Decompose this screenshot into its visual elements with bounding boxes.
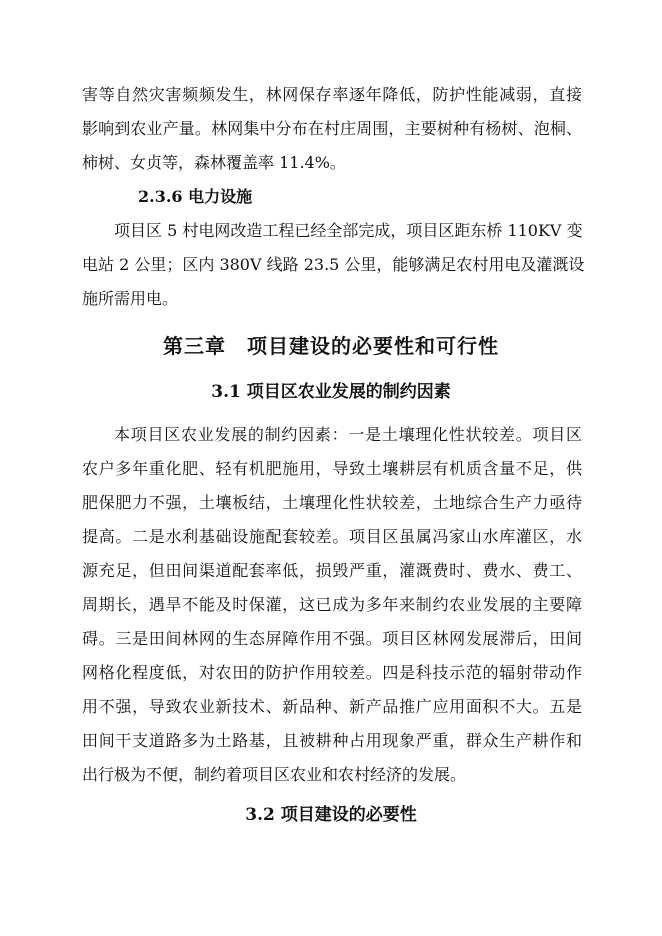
section-heading-3-2: 3.2 项目建设的必要性 bbox=[245, 805, 417, 825]
paragraph-line: 提高。二是水利基础设施配套较差。项目区虽属冯家山水库灌区，水 bbox=[82, 527, 582, 546]
paragraph-line: 周期长，遇旱不能及时保灌，这已成为多年来制约农业发展的主要障 bbox=[82, 595, 582, 614]
paragraph-line: 项目区 5 村电网改造工程已经全部完成，项目区距东桥 110KV 变 bbox=[114, 221, 583, 240]
paragraph-line: 施所需用电。 bbox=[82, 289, 179, 308]
paragraph-line: 碍。三是田间林网的生态屏障作用不强。项目区林网发展滞后，田间 bbox=[82, 629, 582, 648]
paragraph-line: 肥保肥力不强，土壤板结，土壤理化性状较差，土地综合生产力亟待 bbox=[82, 493, 582, 512]
paragraph-line: 影响到农业产量。林网集中分布在村庄周围，主要树种有杨树、泡桐、 bbox=[82, 119, 582, 138]
paragraph-line: 用不强，导致农业新技术、新品种、新产品推广应用面积不大。五是 bbox=[82, 697, 582, 716]
paragraph-line: 本项目区农业发展的制约因素：一是土壤理化性状较差。项目区 bbox=[114, 425, 582, 444]
paragraph-line: 害等自然灾害频频发生，林网保存率逐年降低，防护性能减弱，直接 bbox=[82, 85, 582, 104]
paragraph-line: 柿树、女贞等，森林覆盖率 11.4%。 bbox=[82, 153, 346, 172]
paragraph-line: 农户多年重化肥、轻有机肥施用，导致土壤耕层有机质含量不足，供 bbox=[82, 459, 582, 478]
section-heading-3-1: 3.1 项目区农业发展的制约因素 bbox=[211, 382, 451, 402]
paragraph-line: 网格化程度低，对农田的防护作用较差。四是科技示范的辐射带动作 bbox=[82, 663, 582, 682]
chapter-title: 第三章 项目建设的必要性和可行性 bbox=[163, 334, 499, 358]
paragraph-line: 源充足，但田间渠道配套率低，损毁严重，灌溉费时、费水、费工、 bbox=[82, 561, 582, 580]
paragraph-line: 出行极为不便，制约着项目区农业和农村经济的发展。 bbox=[82, 765, 467, 784]
paragraph-line: 田间干支道路多为土路基，且被耕种占用现象严重，群众生产耕作和 bbox=[82, 731, 582, 750]
paragraph-line: 电站 2 公里；区内 380V 线路 23.5 公里，能够满足农村用电及灌溉设 bbox=[82, 255, 585, 274]
section-heading-2-3-6: 2.3.6 电力设施 bbox=[138, 187, 253, 206]
